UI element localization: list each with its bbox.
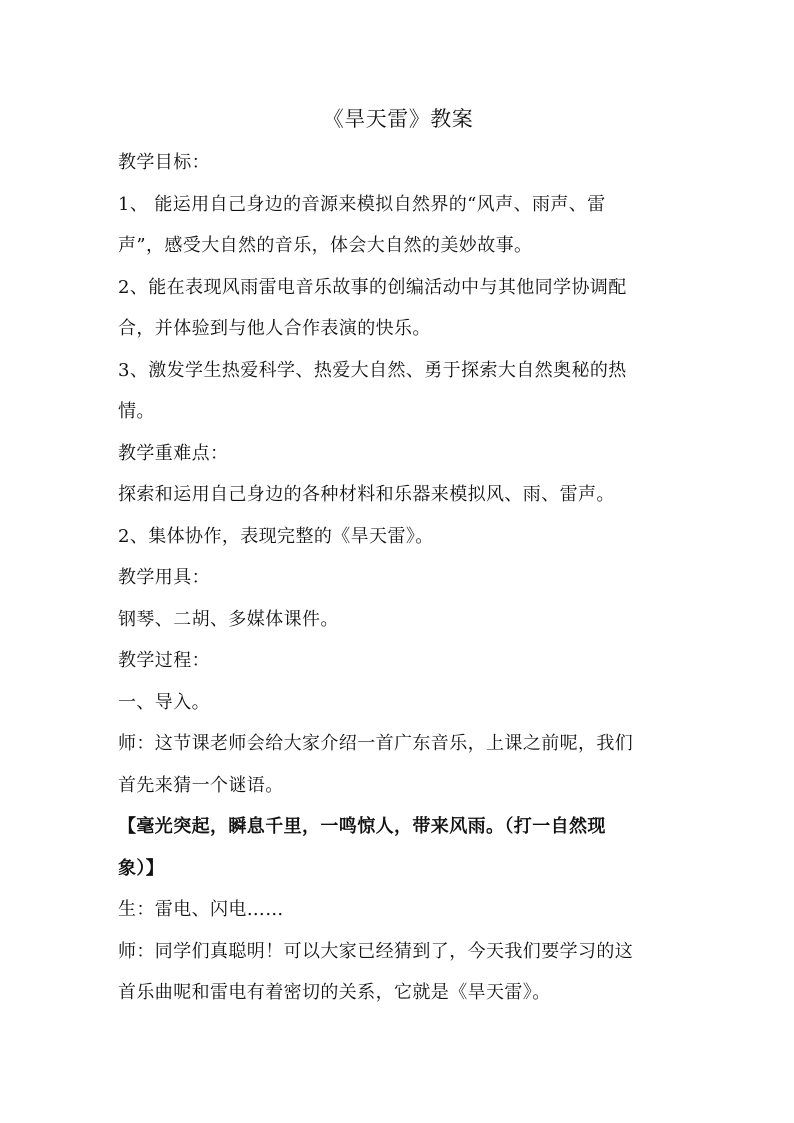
riddle-line-2: 象）】 — [118, 857, 165, 879]
teacher-line-2: 首先来猜一个谜语。 — [118, 774, 284, 796]
heading-teaching-process: 教学过程： — [118, 650, 210, 671]
goal-1-line-2: 声”，感受大自然的音乐，体会大自然的美妙故事。 — [118, 235, 533, 256]
heading-teaching-tools: 教学用具： — [118, 567, 210, 588]
student-answer: 生：雷电、闪电…… — [118, 899, 284, 920]
teaching-tools-list: 钢琴、二胡、多媒体课件。 — [118, 608, 339, 630]
goal-1-line-1: 1、 能运用自己身边的音源来模拟自然界的“风声、雨声、雷 — [118, 193, 606, 215]
document-title: 《旱天雷》教案 — [322, 107, 474, 131]
goal-2-line-2: 合，并体验到与他人合作表演的快乐。 — [118, 318, 431, 339]
key-point-1: 探索和运用自己身边的各种材料和乐器来模拟风、雨、雷声。 — [118, 484, 615, 505]
goal-2-line-1: 2、能在表现风雨雷电音乐故事的创编活动中与其他同学协调配 — [118, 276, 627, 298]
riddle-line-1: 【毫光突起，瞬息千里，一鸣惊人，带来风雨。（打一自然现 — [118, 816, 606, 837]
teacher-line-1: 师：这节课老师会给大家介绍一首广东音乐，上课之前呢，我们 — [118, 733, 634, 754]
heading-teaching-goals: 教学目标： — [118, 152, 210, 173]
teacher-reply-line-1: 师：同学们真聪明！可以大家已经猜到了，今天我们要学习的这 — [118, 940, 634, 962]
heading-key-points: 教学重难点： — [118, 442, 229, 464]
goal-3-line-2: 情。 — [118, 401, 155, 422]
section-introduction: 一、导入。 — [118, 691, 210, 713]
teacher-reply-line-2: 首乐曲呢和雷电有着密切的关系，它就是《旱天雷》。 — [118, 982, 551, 1003]
document-body — [118, 100, 678, 1014]
key-point-2: 2、集体协作，表现完整的《旱天雷》。 — [118, 525, 434, 547]
goal-3-line-1: 3、激发学生热爱科学、热爱大自然、勇于探索大自然奥秘的热 — [118, 359, 627, 381]
